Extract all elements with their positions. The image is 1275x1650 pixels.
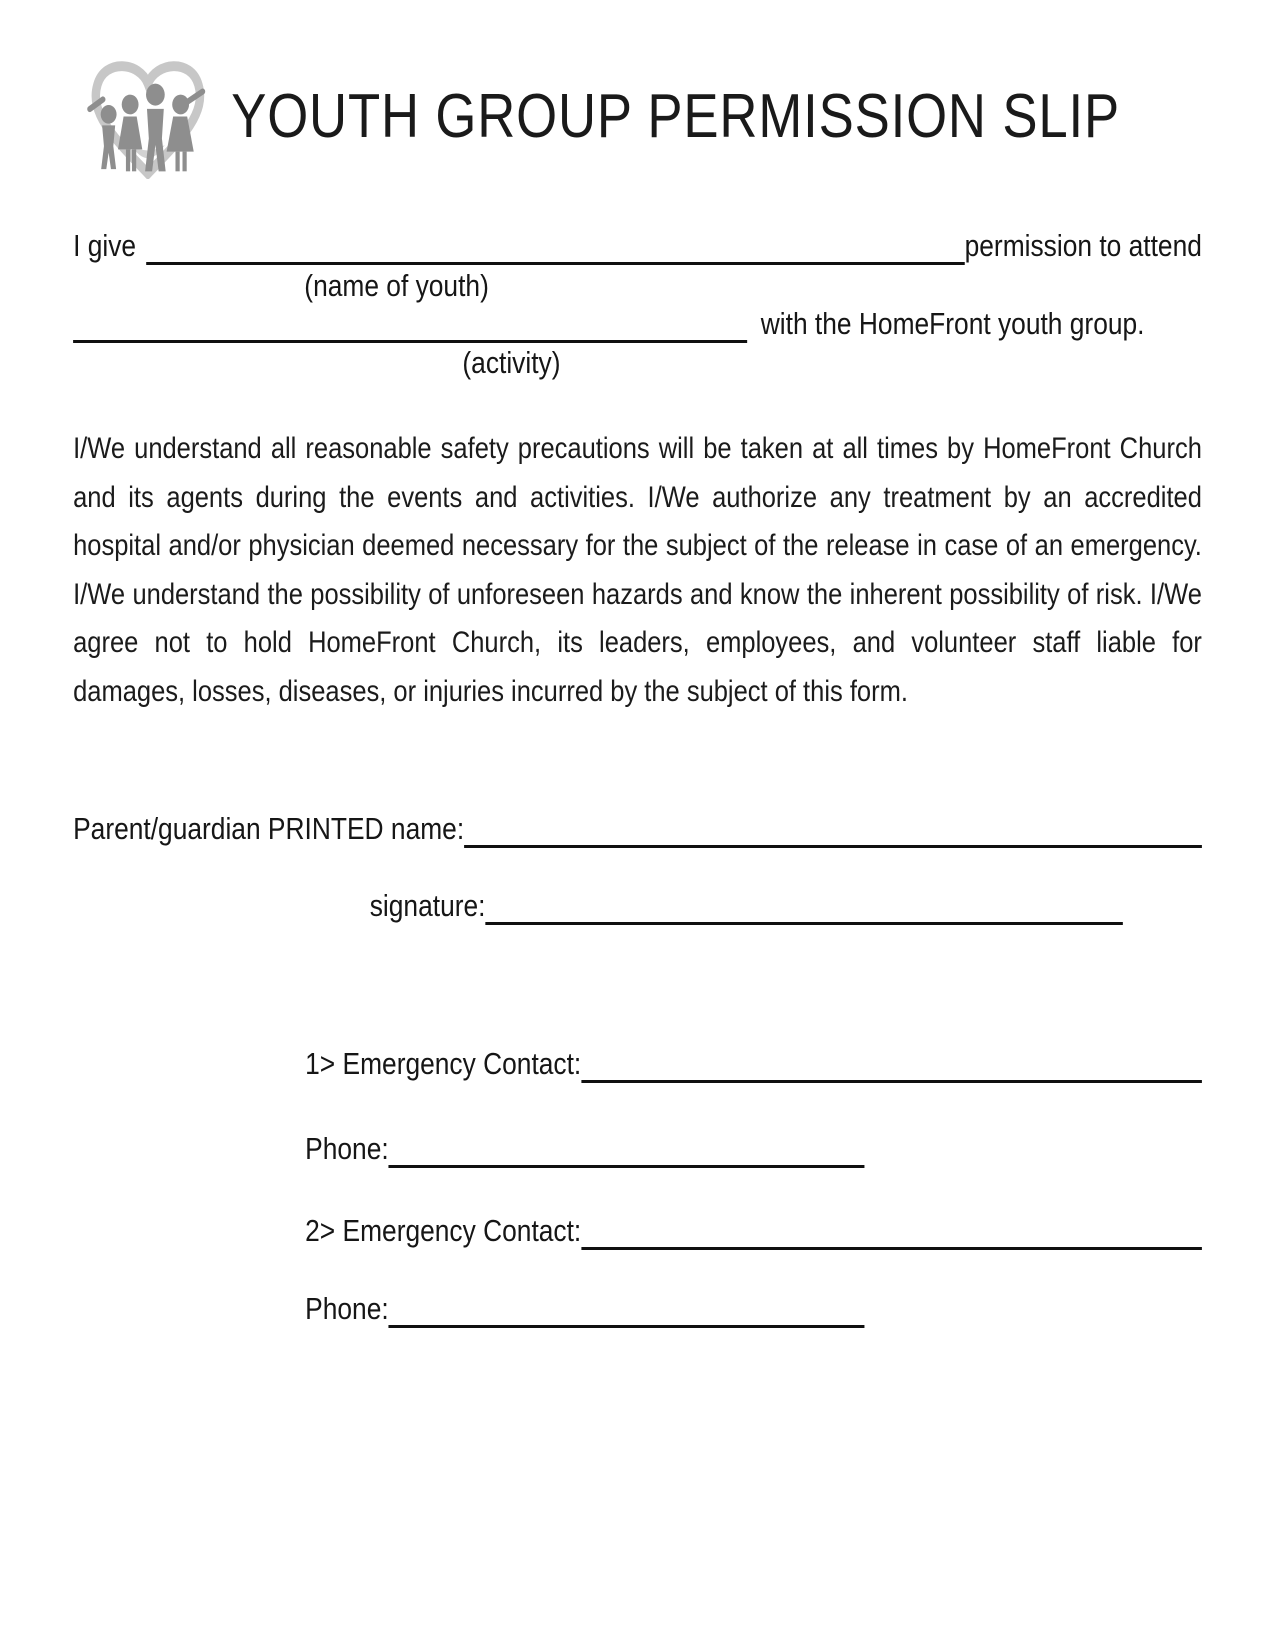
emergency-contact-1-label: 1> Emergency Contact: bbox=[305, 1046, 582, 1081]
activity-row bbox=[73, 305, 1202, 343]
family-heart-logo-graphic bbox=[73, 53, 223, 179]
permission-suffix-label: permission to attend bbox=[964, 228, 1202, 263]
signature-blank[interactable] bbox=[485, 891, 1123, 925]
phone-2-blank[interactable] bbox=[389, 1294, 865, 1328]
activity-caption: (activity) bbox=[462, 345, 561, 380]
phone-1-label: Phone: bbox=[305, 1131, 389, 1166]
activity-suffix-label: with the HomeFront youth group. bbox=[760, 306, 1145, 341]
emergency-contact-2-label: 2> Emergency Contact: bbox=[305, 1213, 582, 1248]
printed-name-label: Parent/guardian PRINTED name: bbox=[73, 811, 465, 846]
name-of-youth-blank[interactable] bbox=[146, 231, 964, 265]
name-of-youth-caption: (name of youth) bbox=[304, 268, 489, 303]
phone-2-row bbox=[305, 1290, 1202, 1328]
family-heart-logo bbox=[73, 53, 223, 179]
emergency-contact-2-row bbox=[305, 1212, 1202, 1250]
give-permission-row bbox=[73, 227, 1202, 265]
emergency-contact-2-blank[interactable] bbox=[581, 1216, 1202, 1250]
signature-label: signature: bbox=[369, 888, 486, 923]
emergency-contact-1-row bbox=[305, 1045, 1202, 1083]
emergency-contact-1-blank[interactable] bbox=[581, 1049, 1202, 1083]
document-header bbox=[73, 53, 1202, 179]
phone-1-row bbox=[305, 1130, 1202, 1168]
give-prefix-label: I give bbox=[73, 228, 137, 263]
release-paragraph: I/We understand all reasonable safety precautions will be taken at all times by HomeFront Church and its agents during the events and activities. I/We authorize any treatment by an accredited hospital and/or physician deemed necessary for the subject of the release in case of an emergency. I/We understand the possibility of unforeseen hazards and know the inherent possibility of risk. I/We agree not to hold HomeFront Church, its leaders, employees, and volunteer staff liable for damages, losses, diseases, or injuries incurred by the subject of this form. bbox=[73, 432, 1202, 708]
phone-1-blank[interactable] bbox=[389, 1134, 865, 1168]
activity-blank[interactable] bbox=[73, 309, 747, 343]
printed-name-row bbox=[73, 810, 1202, 848]
signature-row bbox=[370, 887, 1202, 925]
printed-name-blank[interactable] bbox=[464, 814, 1202, 848]
page-title: YOUTH GROUP PERMISSION SLIP bbox=[231, 81, 1120, 151]
phone-2-label: Phone: bbox=[305, 1291, 389, 1326]
